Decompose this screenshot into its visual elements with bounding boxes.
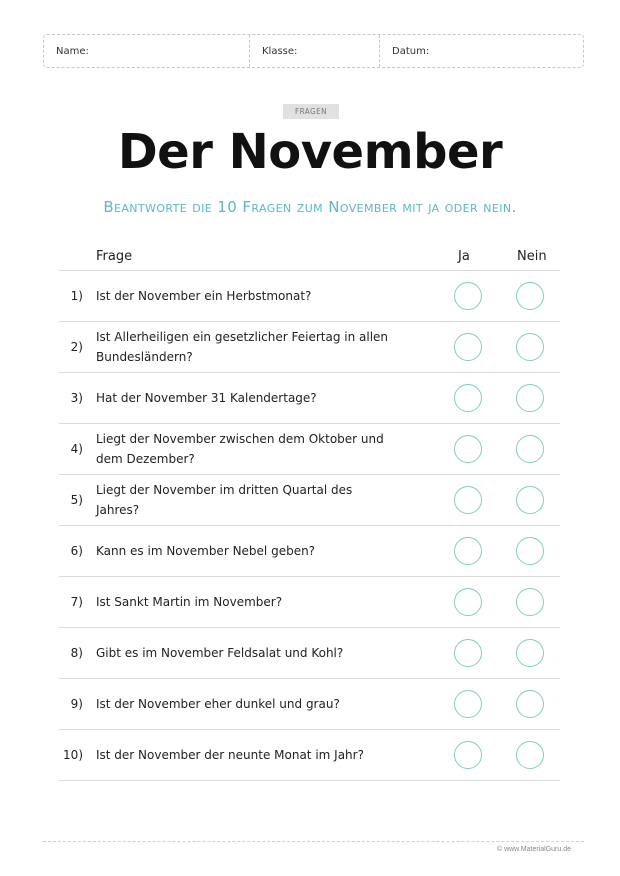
instruction-text: Beantworte die 10 Fragen zum November mit ja oder nein. <box>103 198 517 216</box>
question-number: 2) <box>70 340 83 354</box>
question-number: 9) <box>70 697 83 711</box>
question-text: Ist der November ein Herbstmonat? <box>96 289 312 303</box>
ja-answer-circle[interactable] <box>454 282 482 310</box>
nein-answer-circle[interactable] <box>516 282 544 310</box>
ja-answer-circle[interactable] <box>454 537 482 565</box>
table-row <box>59 730 560 781</box>
nein-answer-circle[interactable] <box>516 741 544 769</box>
table-row <box>59 475 560 526</box>
ja-answer-circle[interactable] <box>454 384 482 412</box>
question-number: 6) <box>70 544 83 558</box>
table-row <box>59 526 560 577</box>
question-number: 8) <box>70 646 83 660</box>
ja-answer-circle[interactable] <box>454 486 482 514</box>
question-number: 10) <box>63 748 83 762</box>
question-number: 7) <box>70 595 83 609</box>
table-header <box>59 245 560 271</box>
nein-answer-circle[interactable] <box>516 639 544 667</box>
question-text: Gibt es im November Feldsalat und Kohl? <box>96 646 344 660</box>
klasse-label: Klasse: <box>262 45 298 57</box>
question-text: Liegt der November zwischen dem Oktober und dem Dezember? <box>96 432 384 466</box>
copyright-footer: © www.MaterialGuru.de <box>496 846 571 853</box>
table-row <box>59 679 560 730</box>
nein-answer-circle[interactable] <box>516 588 544 616</box>
nein-answer-circle[interactable] <box>516 435 544 463</box>
ja-answer-circle[interactable] <box>454 741 482 769</box>
column-header-nein: Nein <box>517 249 547 264</box>
page-title: Der November <box>117 124 503 180</box>
ja-answer-circle[interactable] <box>454 333 482 361</box>
datum-label: Datum: <box>392 45 430 57</box>
name-field[interactable] <box>44 35 250 67</box>
category-tag: FRAGEN <box>283 104 339 119</box>
table-row <box>59 424 560 475</box>
question-number: 5) <box>70 493 83 507</box>
nein-answer-circle[interactable] <box>516 384 544 412</box>
table-row <box>59 577 560 628</box>
nein-answer-circle[interactable] <box>516 537 544 565</box>
question-text: Kann es im November Nebel geben? <box>96 544 316 558</box>
question-number: 1) <box>70 289 83 303</box>
question-text: Liegt der November im dritten Quartal des Jahres? <box>96 483 353 517</box>
table-row <box>59 373 560 424</box>
student-info-box <box>43 34 584 68</box>
question-text: Hat der November 31 Kalendertage? <box>96 391 317 405</box>
question-table <box>59 245 560 781</box>
question-text: Ist Sankt Martin im November? <box>96 595 283 609</box>
table-row <box>59 271 560 322</box>
ja-answer-circle[interactable] <box>454 588 482 616</box>
nein-answer-circle[interactable] <box>516 690 544 718</box>
ja-answer-circle[interactable] <box>454 690 482 718</box>
ja-answer-circle[interactable] <box>454 639 482 667</box>
question-number: 3) <box>70 391 83 405</box>
nein-answer-circle[interactable] <box>516 486 544 514</box>
question-text: Ist Allerheiligen ein gesetzlicher Feiertag in allen Bundesländern? <box>96 330 389 364</box>
nein-answer-circle[interactable] <box>516 333 544 361</box>
datum-field[interactable] <box>380 35 583 67</box>
column-header-frage: Frage <box>96 249 133 264</box>
name-label: Name: <box>56 45 89 57</box>
ja-answer-circle[interactable] <box>454 435 482 463</box>
question-number: 4) <box>70 442 83 456</box>
question-text: Ist der November eher dunkel und grau? <box>96 697 340 711</box>
column-header-ja: Ja <box>458 249 470 264</box>
footer-divider <box>43 841 584 842</box>
table-row <box>59 322 560 373</box>
klasse-field[interactable] <box>250 35 380 67</box>
question-text: Ist der November der neunte Monat im Jahr? <box>96 748 364 762</box>
table-row <box>59 628 560 679</box>
